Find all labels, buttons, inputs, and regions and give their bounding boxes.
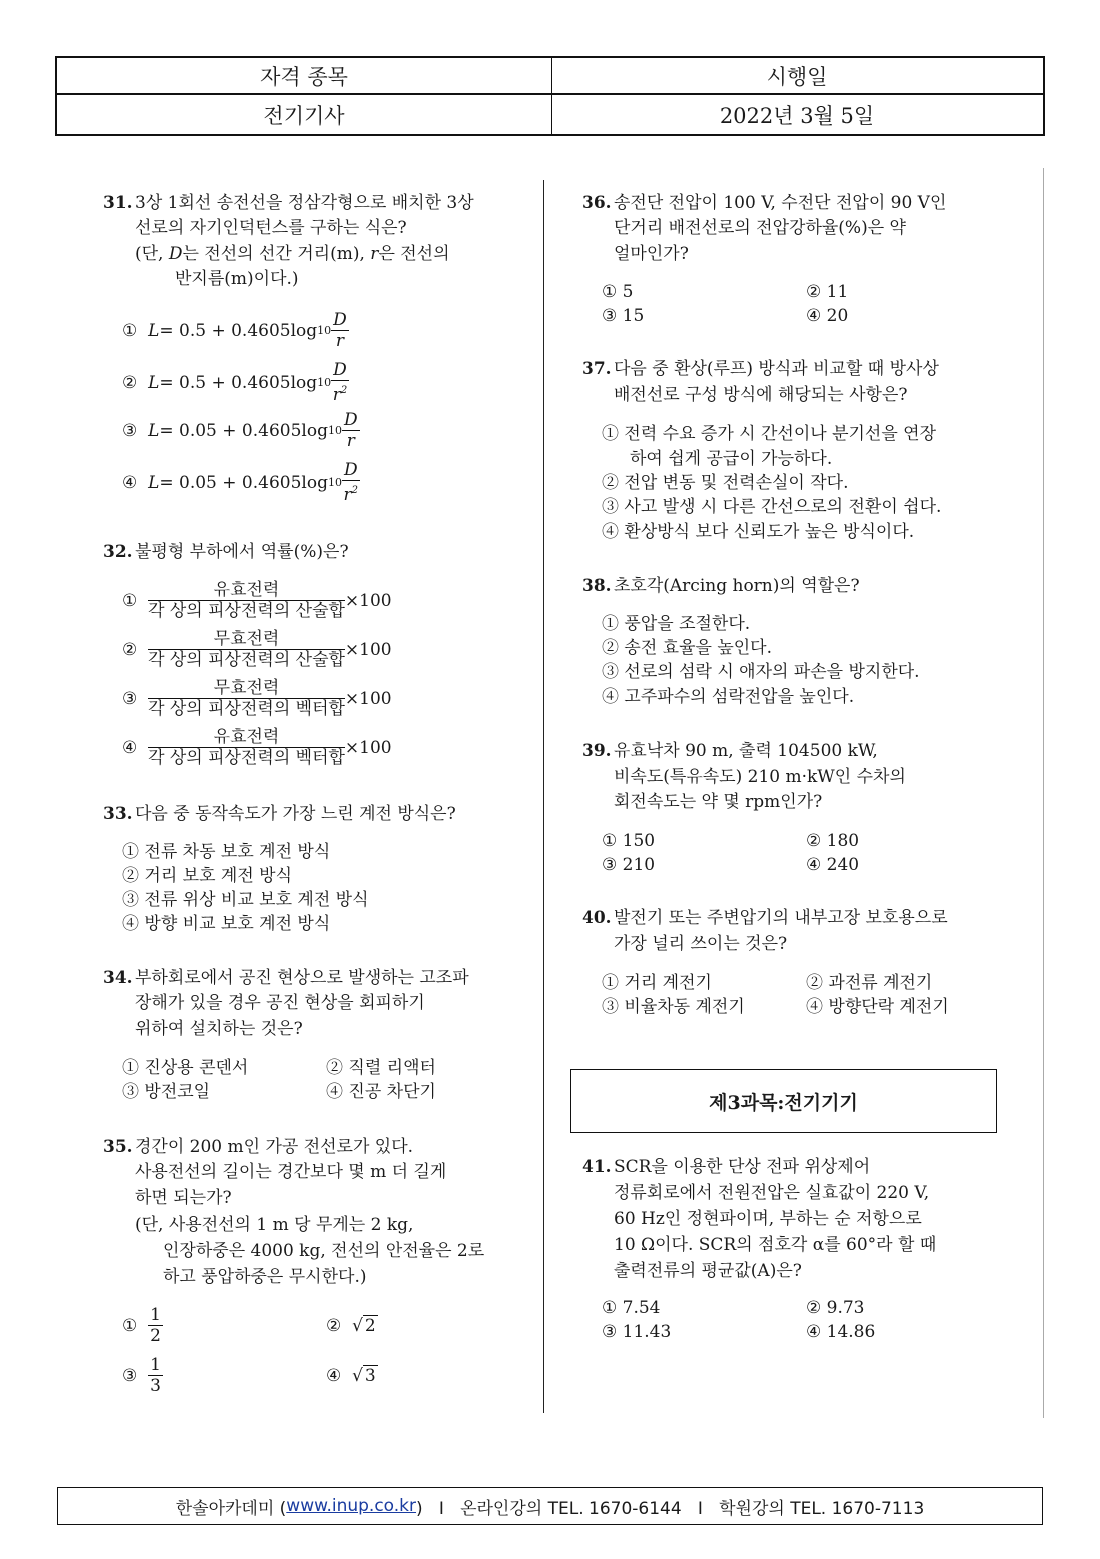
log-base: 10	[317, 376, 332, 389]
q32-option-1[interactable]	[122, 580, 392, 621]
q41-option-1[interactable]: ① 7.54	[602, 1298, 661, 1318]
q33-option-1[interactable]: ① 전류 차동 보호 계전 방식	[122, 842, 331, 862]
q38-option-3[interactable]: ③ 선로의 섬락 시 애자의 파손을 방지한다.	[602, 662, 920, 682]
q33-option-3[interactable]: ③ 전류 위상 비교 보호 계전 방식	[122, 890, 369, 910]
q38-option-2[interactable]: ② 송전 효율을 높인다.	[602, 638, 772, 658]
fraction	[148, 629, 345, 670]
q34-option-2[interactable]: ② 직렬 리액터	[326, 1058, 436, 1078]
q34-option-3[interactable]: ③ 방전코일	[122, 1082, 211, 1102]
q31-option-1[interactable]	[122, 310, 349, 351]
question-number: 40.	[582, 908, 612, 928]
question-note: 반지름(m)이다.)	[175, 269, 299, 289]
numerator: 1	[150, 1355, 161, 1375]
denominator: 2	[150, 1326, 161, 1346]
q40-option-1[interactable]: ① 거리 계전기	[602, 973, 712, 993]
formula-text: = 0.05 + 0.4605log	[159, 420, 328, 441]
fraction	[148, 727, 345, 768]
option-mark: ③	[122, 1365, 138, 1386]
question-number: 32.	[103, 542, 133, 562]
header-col2-value: 2022년 3월 5일	[719, 103, 875, 128]
question-text: 60 Hz인 정현파이며, 부하는 순 저항으로	[614, 1209, 922, 1229]
question-text: 발전기 또는 주변압기의 내부고장 보호용으로	[614, 908, 948, 928]
question-note: 인장하중은 4000 kg, 전선의 안전율은 2로	[163, 1241, 485, 1261]
question-note: (단, 사용전선의 1 m 당 무게는 2 kg,	[135, 1215, 414, 1235]
fraction	[331, 360, 349, 405]
q38-option-1[interactable]: ① 풍압을 조절한다.	[602, 614, 751, 634]
header-col1-value: 전기기사	[263, 103, 345, 128]
numerator: 무효전력	[148, 629, 345, 650]
question-number: 35.	[103, 1137, 133, 1157]
q39-option-1[interactable]: ① 150	[602, 831, 656, 851]
q31-option-3[interactable]	[122, 410, 360, 451]
question-number: 34.	[103, 968, 133, 988]
fraction	[342, 460, 360, 505]
q40-option-4[interactable]: ④ 방향단락 계전기	[806, 997, 949, 1017]
denominator: $r^2$	[343, 485, 359, 505]
option-mark: ②	[122, 372, 138, 393]
radicand: 3	[364, 1366, 376, 1386]
question-text: 10 Ω이다. SCR의 점호각 α를 60°라 할 때	[614, 1235, 937, 1255]
denominator: r	[346, 431, 355, 451]
option-mark: ②	[122, 639, 138, 660]
denominator: 3	[150, 1376, 161, 1396]
q37-option-1-cont: 하여 쉽게 공급이 가능하다.	[630, 449, 833, 469]
sqrt: √ 3	[352, 1366, 376, 1386]
question-number: 36.	[582, 193, 612, 213]
q38-option-4[interactable]: ④ 고주파수의 섬락전압을 높인다.	[602, 687, 855, 707]
question-text: 가장 널리 쓰이는 것은?	[614, 934, 788, 954]
fraction	[331, 310, 349, 351]
question-text: 얼마인가?	[614, 244, 689, 264]
q37-option-2[interactable]: ② 전압 변동 및 전력손실이 작다.	[602, 473, 849, 493]
fraction	[148, 678, 345, 719]
q31-option-2[interactable]	[122, 360, 349, 405]
question-text: 정류회로에서 전원전압은 실효값이 220 V,	[614, 1183, 930, 1203]
footer-contact: ) I 온라인강의 TEL. 1670-6144 I 학원강의 TEL. 1670-7113	[416, 1498, 925, 1519]
q36-option-2[interactable]: ② 11	[806, 282, 849, 302]
question-note: 하고 풍압하중은 무시한다.)	[163, 1267, 367, 1287]
formula-var: L	[148, 420, 160, 441]
q34-option-1[interactable]: ① 진상용 콘덴서	[122, 1058, 249, 1078]
q37-option-3[interactable]: ③ 사고 발생 시 다른 간선으로의 전환이 쉽다.	[602, 497, 942, 517]
footer-website-link[interactable]: www.inup.co.kr	[286, 1496, 417, 1516]
option-mark: ④	[326, 1366, 342, 1386]
question-text: 다음 중 동작속도가 가장 느린 계전 방식은?	[135, 804, 456, 824]
question-text: 유효낙차 90 m, 출력 104500 kW,	[614, 741, 878, 761]
section-title: 제3과목:전기기기	[570, 1069, 997, 1133]
option-mark: ④	[122, 737, 138, 758]
question-text: 배전선로 구성 방식에 해당되는 사항은?	[614, 385, 908, 405]
denominator: 각 상의 피상전력의 산술합	[148, 601, 345, 621]
question-text: 경간이 200 m인 가공 전선로가 있다.	[135, 1137, 414, 1157]
q35-option-1[interactable]	[122, 1305, 163, 1346]
question-number: 38.	[582, 576, 612, 596]
header-table	[55, 56, 1045, 136]
q37-option-1[interactable]: ① 전력 수요 증가 시 간선이나 분기선을 연장	[602, 424, 937, 444]
numerator: D	[343, 460, 358, 480]
fraction	[342, 410, 360, 451]
numerator: 유효전력	[148, 580, 345, 601]
q41-option-4[interactable]: ④ 14.86	[806, 1322, 876, 1342]
q41-option-2[interactable]: ② 9.73	[806, 1298, 865, 1318]
q33-option-2[interactable]: ② 거리 보호 계전 방식	[122, 866, 292, 886]
q31-option-4[interactable]	[122, 460, 360, 505]
question-number: 33.	[103, 804, 133, 824]
q35-option-3[interactable]	[122, 1355, 163, 1396]
formula-var: L	[148, 472, 160, 493]
log-base: 10	[327, 424, 342, 437]
log-base: 10	[317, 324, 332, 337]
question-text: 다음 중 환상(루프) 방식과 비교할 때 방사상	[614, 359, 939, 379]
q36-option-1[interactable]: ① 5	[602, 282, 634, 302]
formula-text: = 0.05 + 0.4605log	[159, 472, 328, 493]
question-number: 37.	[582, 359, 612, 379]
footer	[57, 1487, 1043, 1525]
fraction	[148, 1355, 163, 1396]
q36-option-4[interactable]: ④ 20	[806, 306, 849, 326]
question-text: 선로의 자기인덕턴스를 구하는 식은?	[135, 218, 407, 238]
question-text: 단거리 배전선로의 전압강하율(%)은 약	[614, 218, 906, 238]
question-text: 부하회로에서 공진 현상으로 발생하는 고조파	[135, 968, 469, 988]
option-mark: ①	[122, 590, 138, 611]
right-margin-line	[1043, 168, 1044, 1418]
question-text: SCR을 이용한 단상 전파 위상제어	[614, 1157, 871, 1177]
q41-option-3[interactable]: ③ 11.43	[602, 1322, 672, 1342]
denominator: 각 상의 피상전력의 벡터합	[148, 748, 345, 768]
q34-option-4[interactable]: ④ 진공 차단기	[326, 1082, 436, 1102]
numerator: 무효전력	[148, 678, 345, 699]
q32-option-4[interactable]	[122, 727, 392, 768]
option-mark: ③	[122, 688, 138, 709]
formula-text: = 0.5 + 0.4605log	[159, 320, 318, 341]
question-note: (단, D는 전선의 선간 거리(m), r은 전선의	[135, 244, 450, 264]
question-text: 출력전류의 평균값(A)은?	[614, 1261, 802, 1281]
question-number: 31.	[103, 193, 133, 213]
sqrt: √ 2	[352, 1316, 376, 1336]
question-text: 장해가 있을 경우 공진 현상을 회피하기	[135, 993, 425, 1013]
q40-option-2[interactable]: ② 과전류 계전기	[806, 973, 933, 993]
option-mark: ②	[326, 1316, 342, 1336]
footer-academy: 한솔아카데미 (	[175, 1498, 287, 1519]
question-text: 3상 1회선 송전선을 정삼각형으로 배치한 3상	[135, 193, 474, 213]
denominator: 각 상의 피상전력의 산술합	[148, 650, 345, 670]
numerator: D	[333, 360, 347, 380]
q32-option-2[interactable]	[122, 629, 392, 670]
denominator: 각 상의 피상전력의 벡터합	[148, 699, 345, 719]
formula-var: L	[148, 372, 160, 393]
question-text: 위하여 설치하는 것은?	[135, 1019, 303, 1039]
header-col2-title: 시행일	[766, 64, 828, 89]
option-mark: ①	[122, 1315, 138, 1336]
q35-option-4[interactable]	[326, 1366, 378, 1386]
radicand: 2	[364, 1316, 376, 1336]
question-text: 회전속도는 약 몇 rpm인가?	[614, 792, 823, 812]
denominator: r	[335, 331, 345, 351]
multiplier: ×100	[344, 688, 392, 709]
q40-option-3[interactable]: ③ 비율차동 계전기	[602, 997, 745, 1017]
numerator: D	[333, 310, 347, 330]
formula-var: L	[148, 320, 160, 341]
q39-option-4[interactable]: ④ 240	[806, 855, 860, 875]
question-text: 하면 되는가?	[135, 1188, 232, 1208]
question-number: 39.	[582, 741, 612, 761]
formula-text: = 0.5 + 0.4605log	[159, 372, 318, 393]
question-text: 사용전선의 길이는 경간보다 몇 m 더 길게	[135, 1162, 447, 1182]
q32-option-3[interactable]	[122, 678, 392, 719]
q35-option-2[interactable]	[326, 1316, 378, 1336]
numerator: D	[343, 410, 358, 430]
q33-option-4[interactable]: ④ 방향 비교 보호 계전 방식	[122, 914, 331, 934]
multiplier: ×100	[344, 737, 392, 758]
fraction	[148, 580, 345, 621]
q36-option-3[interactable]: ③ 15	[602, 306, 645, 326]
question-text: 비속도(특유속도) 210 m·kW인 수차의	[614, 767, 906, 787]
numerator: 1	[150, 1305, 161, 1325]
multiplier: ×100	[344, 590, 392, 611]
q37-option-4[interactable]: ④ 환상방식 보다 신뢰도가 높은 방식이다.	[602, 522, 915, 542]
q39-option-3[interactable]: ③ 210	[602, 855, 656, 875]
numerator: 유효전력	[148, 727, 345, 748]
option-mark: ①	[122, 320, 138, 341]
denominator: $r^2$	[332, 385, 348, 405]
question-text: 송전단 전압이 100 V, 수전단 전압이 90 V인	[614, 193, 947, 213]
log-base: 10	[327, 476, 342, 489]
question-text: 초호각(Arcing horn)의 역할은?	[614, 576, 860, 596]
fraction	[148, 1305, 163, 1346]
question-text: 불평형 부하에서 역률(%)은?	[135, 542, 349, 562]
question-number: 41.	[582, 1157, 612, 1177]
multiplier: ×100	[344, 639, 392, 660]
q39-option-2[interactable]: ② 180	[806, 831, 860, 851]
header-col1-title: 자격 종목	[260, 64, 348, 89]
option-mark: ④	[122, 472, 138, 493]
column-divider	[543, 180, 544, 1413]
option-mark: ③	[122, 420, 138, 441]
